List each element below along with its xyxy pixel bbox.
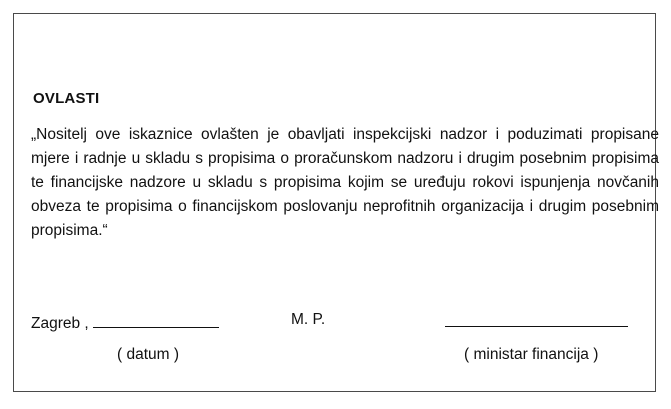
section-heading: OVLASTI (33, 90, 100, 107)
date-blank-line (93, 311, 219, 328)
place-label: Zagreb , (31, 315, 89, 332)
signature-blank-line (445, 326, 628, 327)
stamp-placeholder: M. P. (291, 311, 326, 328)
authorization-text: „Nositelj ove iskaznice ovlašten je obavljati inspekcijski nadzor i poduzimati propisane mjere i radnje u skladu s propisima o proračunskom nadzoru i drugim posebnim propisima te financijske nadzore u skladu s propisima kojim se uređuju rokovi ispunjenja novčanih obveza te propisima o financijskom poslovanju neprofitnih organizacija i drugim posebnim propisima.“ (31, 126, 659, 239)
place-date-line (31, 311, 219, 333)
signature-caption: ( ministar financija ) (464, 346, 599, 363)
date-caption: ( datum ) (117, 346, 180, 363)
